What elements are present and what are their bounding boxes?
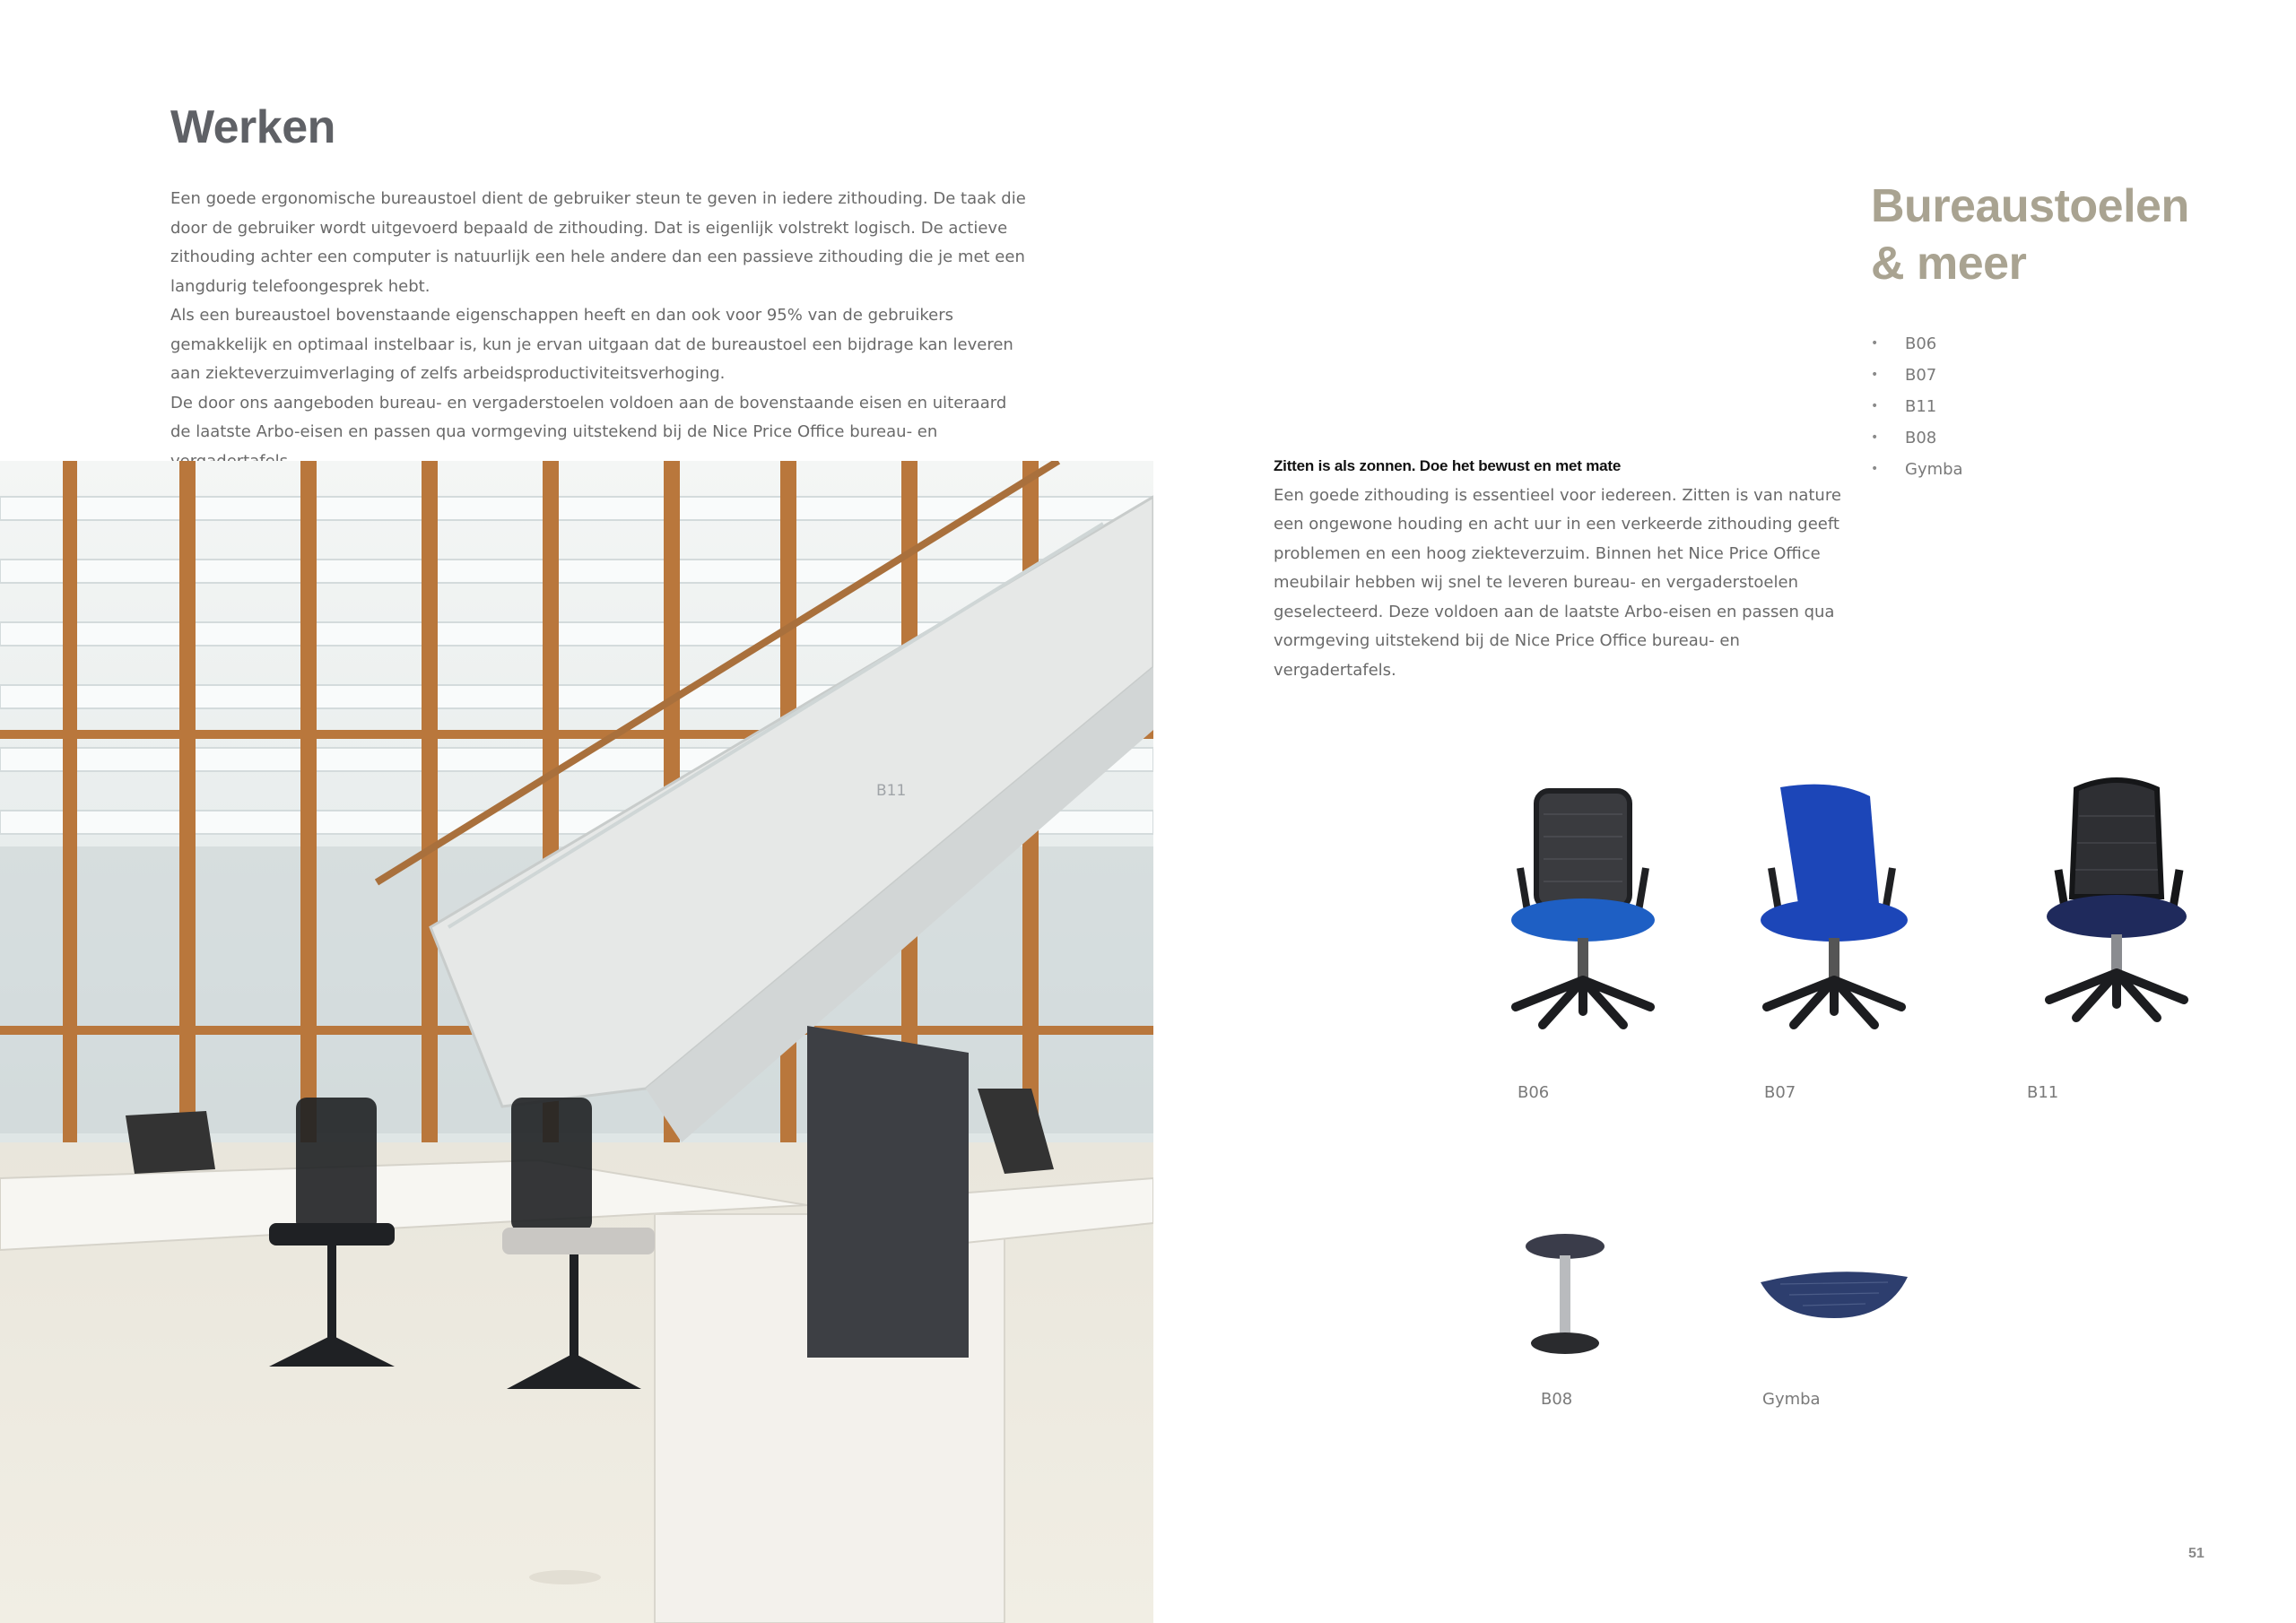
intro-text [170,185,1031,476]
product-image-b11[interactable] [2027,762,2206,1022]
bullet-icon: • [1871,399,1879,413]
product-image-b07[interactable] [1744,769,1924,1029]
intro-paragraph-3: De door ons aangeboden bureau- en vergaderstoelen voldoen aan de bovenstaande eisen en uiteraard de laatste Arbo-eisen en passen qua vormgeving uitstekend bij de Nice Price Office bureau- en [170,393,1007,441]
stool-icon [1516,1228,1614,1363]
product-label: B06 [1518,1083,1550,1102]
product-label: B11 [2027,1083,2059,1102]
office-chair-icon [2027,762,2206,1022]
seat-cushion [1761,898,1908,942]
product-index-label: Gymba [1905,460,1963,479]
seat-cushion-icon [1753,1264,1915,1336]
bullet-icon: • [1871,462,1879,476]
chair-back [1780,785,1879,904]
product-label: B08 [1541,1390,1573,1409]
product-index-item[interactable] [1871,328,1963,360]
bullet-icon: • [1871,336,1879,351]
product-index-label: B08 [1905,429,1937,447]
bullet-icon: • [1871,368,1879,382]
section-title-line-2: & meer [1871,238,2027,290]
bullet-icon: • [1871,430,1879,445]
product-index-item[interactable] [1871,391,1963,422]
office-chair-icon [1744,769,1924,1029]
stool-seat [1526,1234,1605,1259]
seat-cushion [1511,898,1655,942]
intro-paragraph-1: Een goede ergonomische bureaustoel dient de gebruiker steun te geven in iedere zithouding. De taak die door de gebruiker wordt uitgevoerd bepaald de zithouding. Dat is eigenlijk volstrekt logisch. De actieve zithouding achter een computer is natuurlijk een hele andere dan een passieve zithouding die je met een langdurig telefoongesprek hebt. [170,189,1026,296]
seat-cushion [2047,895,2187,938]
product-image-b06[interactable] [1493,769,1673,1029]
cushion-shape [1761,1271,1908,1318]
page-number: 51 [2188,1546,2205,1561]
office-photo-illustration [0,461,1153,1623]
product-index-item[interactable] [1871,360,1963,391]
intro-aside [1274,452,1866,685]
product-index [1871,328,1963,485]
office-photo [0,461,1153,1623]
product-label: B07 [1764,1083,1796,1102]
product-index-label: B07 [1905,366,1937,385]
intro-paragraph-2: Als een bureaustoel bovenstaande eigenschappen heeft en dan ook voor 95% van de gebruikers gemakkelijk en optimaal instelbaar is, kun je ervan uitgaan dat de bureaustoel een bijdrage kan leveren aan ziekteverzuimverlaging of zelfs arbeidsproductiviteitsverhoging. [170,306,1013,383]
product-label: Gymba [1762,1390,1821,1409]
product-image-gymba[interactable] [1753,1264,1915,1336]
product-index-label: B06 [1905,334,1937,353]
aside-lead: Zitten is als zonnen. Doe het bewust en met mate [1274,457,1622,474]
product-index-label: B11 [1905,397,1937,416]
section-title-line-1: Bureaustoelen [1871,180,2189,232]
product-index-item[interactable] [1871,454,1963,485]
section-title [1871,178,2248,292]
office-chair-icon [1493,769,1673,1029]
product-index-item[interactable] [1871,422,1963,454]
photo-label: B11 [876,782,907,800]
product-image-b08[interactable] [1516,1228,1614,1363]
aside-body: Een goede zithouding is essentieel voor iedereen. Zitten is van nature een ongewone houding en acht uur in een verkeerde zithouding geeft problemen en een hoog ziekteverzuim. Binnen het Nice Price Office meubilair hebben wij snel te leveren bureau- en vergaderstoelen geselecteerd. Deze voldoen aan de laatste Arbo-eisen en passen qua vormgeving uitstekend bij de Nice Price Office bureau- en vergadertafels. [1274,485,1841,680]
page-title: Werken [170,101,335,153]
